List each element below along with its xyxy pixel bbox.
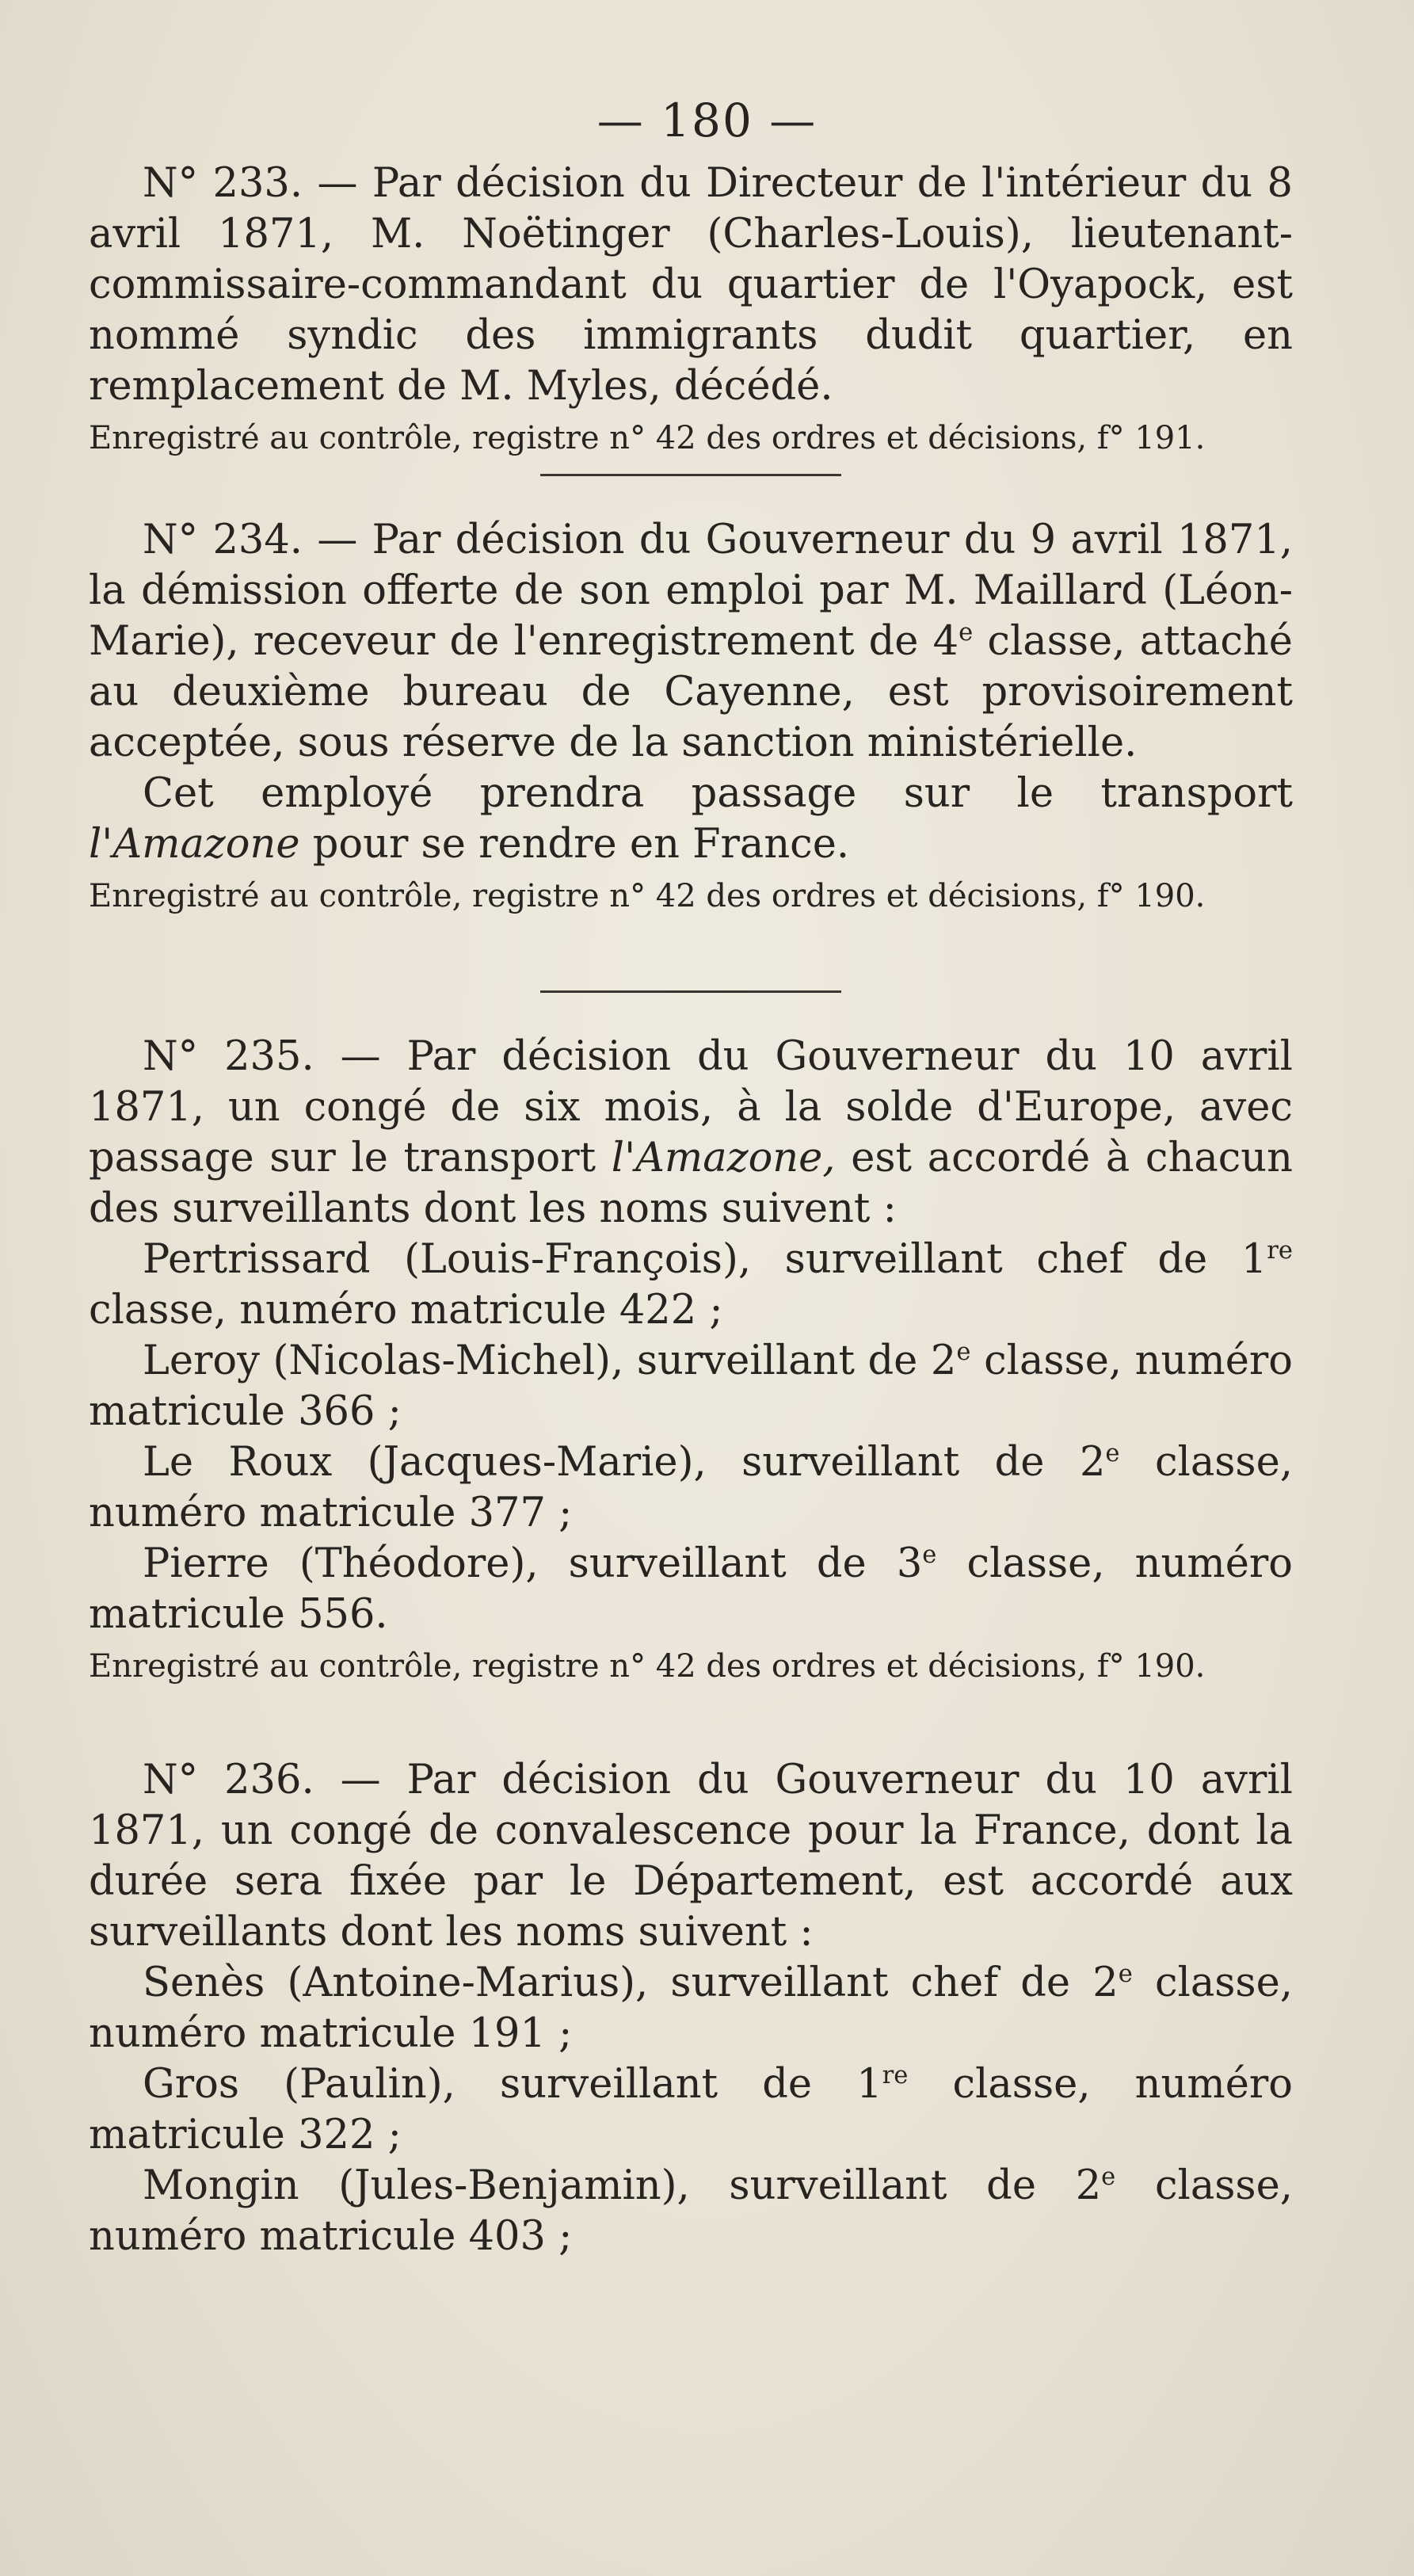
- surveillant-entry-text-b: classe, numéro matricule 191 ;: [89, 1960, 1294, 2057]
- separator-rule: [540, 990, 841, 993]
- surveillant-entry-text-b: classe, numéro matricule 377 ;: [89, 1439, 1293, 1536]
- ordinal-superscript: e: [922, 1541, 937, 1569]
- separator-2: [89, 990, 1293, 993]
- decision-235-text: [89, 1032, 1293, 1235]
- decision-234-registration: Enregistré au contrôle, registre n° 42 des ordres et décisions, f° 190.: [89, 878, 1206, 914]
- separator-rule: [540, 474, 841, 476]
- surveillant-entry: [89, 1437, 1293, 1539]
- decision-234-text-a: N° 234. — Par décision du Gouverneur du 9 avril 1871, la démission offerte de son emploi par M. Maillard (Léon-Marie), receveur de l'enregistrement de 4: [89, 517, 1293, 665]
- separator-1: [89, 474, 1293, 476]
- decision-234-text-2b: pour se rendre en France.: [299, 821, 850, 868]
- page-number: — 180 —: [596, 93, 818, 147]
- surveillant-entry-text-a: Pierre (Théodore), surveillant de 3: [143, 1540, 923, 1587]
- surveillant-entry: [89, 1336, 1293, 1437]
- surveillants-list-235: [89, 1235, 1293, 1640]
- decision-234: [89, 515, 1293, 919]
- surveillant-entry-text-b: classe, numéro matricule 322 ;: [89, 2061, 1293, 2158]
- ordinal-superscript: e: [1118, 1960, 1133, 1988]
- surveillant-entry-text-b: classe, numéro matricule 366 ;: [89, 1338, 1293, 1435]
- decision-234-text-2: [89, 769, 1293, 870]
- decision-234-text-b: classe, attaché au deuxième bureau de Cayenne, est provisoirement acceptée, sous réserve de la sanction ministérielle.: [89, 618, 1293, 766]
- decision-234-text: [89, 515, 1293, 769]
- ship-name: l'Amazone: [89, 821, 300, 868]
- surveillant-entry: [89, 1235, 1293, 1336]
- surveillant-entry-text-a: Gros (Paulin), surveillant de 1: [143, 2061, 882, 2108]
- surveillant-entry: [89, 2059, 1293, 2161]
- surveillant-entry-text-b: classe, numéro matricule 422 ;: [89, 1287, 723, 1334]
- decision-235-registration: Enregistré au contrôle, registre n° 42 des ordres et décisions, f° 190.: [89, 1648, 1206, 1685]
- decision-235-text-a: N° 235. — Par décision du Gouverneur du 10 avril 1871, un congé de six mois, à la solde d'Europe, avec passage sur le transport: [89, 1033, 1293, 1181]
- surveillant-entry-text-a: Senès (Antoine-Marius), surveillant chef de 2: [143, 1960, 1119, 2006]
- surveillant-entry-text-b: classe, numéro matricule 556.: [89, 1540, 1294, 1638]
- decision-236-text: N° 236. — Par décision du Gouverneur du 10 avril 1871, un congé de convalescence pour la France, dont la durée sera fixée par le Département, est accordé aux surveillants dont les noms suivent :: [89, 1757, 1293, 1956]
- surveillant-entry-text-a: Leroy (Nicolas-Michel), surveillant de 2: [143, 1338, 957, 1384]
- surveillant-entry-text-a: Mongin (Jules-Benjamin), surveillant de 2: [143, 2162, 1102, 2209]
- ordinal-superscript: e: [956, 1338, 971, 1366]
- surveillant-entry-text-a: Pertrissard (Louis-François), surveillant chef de 1: [143, 1236, 1267, 1283]
- surveillant-entry: [89, 2161, 1293, 2262]
- decision-233: [89, 158, 1293, 461]
- decision-236: [89, 1755, 1293, 2262]
- ordinal-superscript: e: [1101, 2163, 1116, 2191]
- decision-233-registration: Enregistré au contrôle, registre n° 42 des ordres et décisions, f° 191.: [89, 420, 1206, 456]
- decision-235-text-b: est accordé à chacun des surveillants dont les noms suivent :: [89, 1135, 1293, 1232]
- ordinal-superscript: re: [1267, 1237, 1293, 1265]
- ordinal-superscript: re: [882, 2062, 909, 2089]
- surveillant-entry: [89, 1539, 1293, 1640]
- surveillant-entry-text-a: Le Roux (Jacques-Marie), surveillant de 2: [143, 1439, 1106, 1486]
- surveillant-entry: [89, 1958, 1293, 2059]
- decision-234-text-2a: Cet employé prendra passage sur le transport: [143, 770, 1293, 817]
- ordinal-superscript: e: [1105, 1440, 1120, 1467]
- decision-233-text: N° 233. — Par décision du Directeur de l'intérieur du 8 avril 1871, M. Noëtinger (Charles-Louis), lieutenant-commissaire-commandant du quartier de l'Oyapock, est nommé syndic des immigrants dudit quartier, en remplacement de M. Myles, décédé.: [89, 160, 1293, 410]
- ordinal-superscript: e: [959, 619, 974, 647]
- decision-235: [89, 1032, 1293, 1689]
- surveillant-entry-text-b: classe, numéro matricule 403 ;: [89, 2162, 1293, 2260]
- surveillants-list-236: [89, 1958, 1293, 2262]
- ship-name: l'Amazone,: [611, 1135, 836, 1181]
